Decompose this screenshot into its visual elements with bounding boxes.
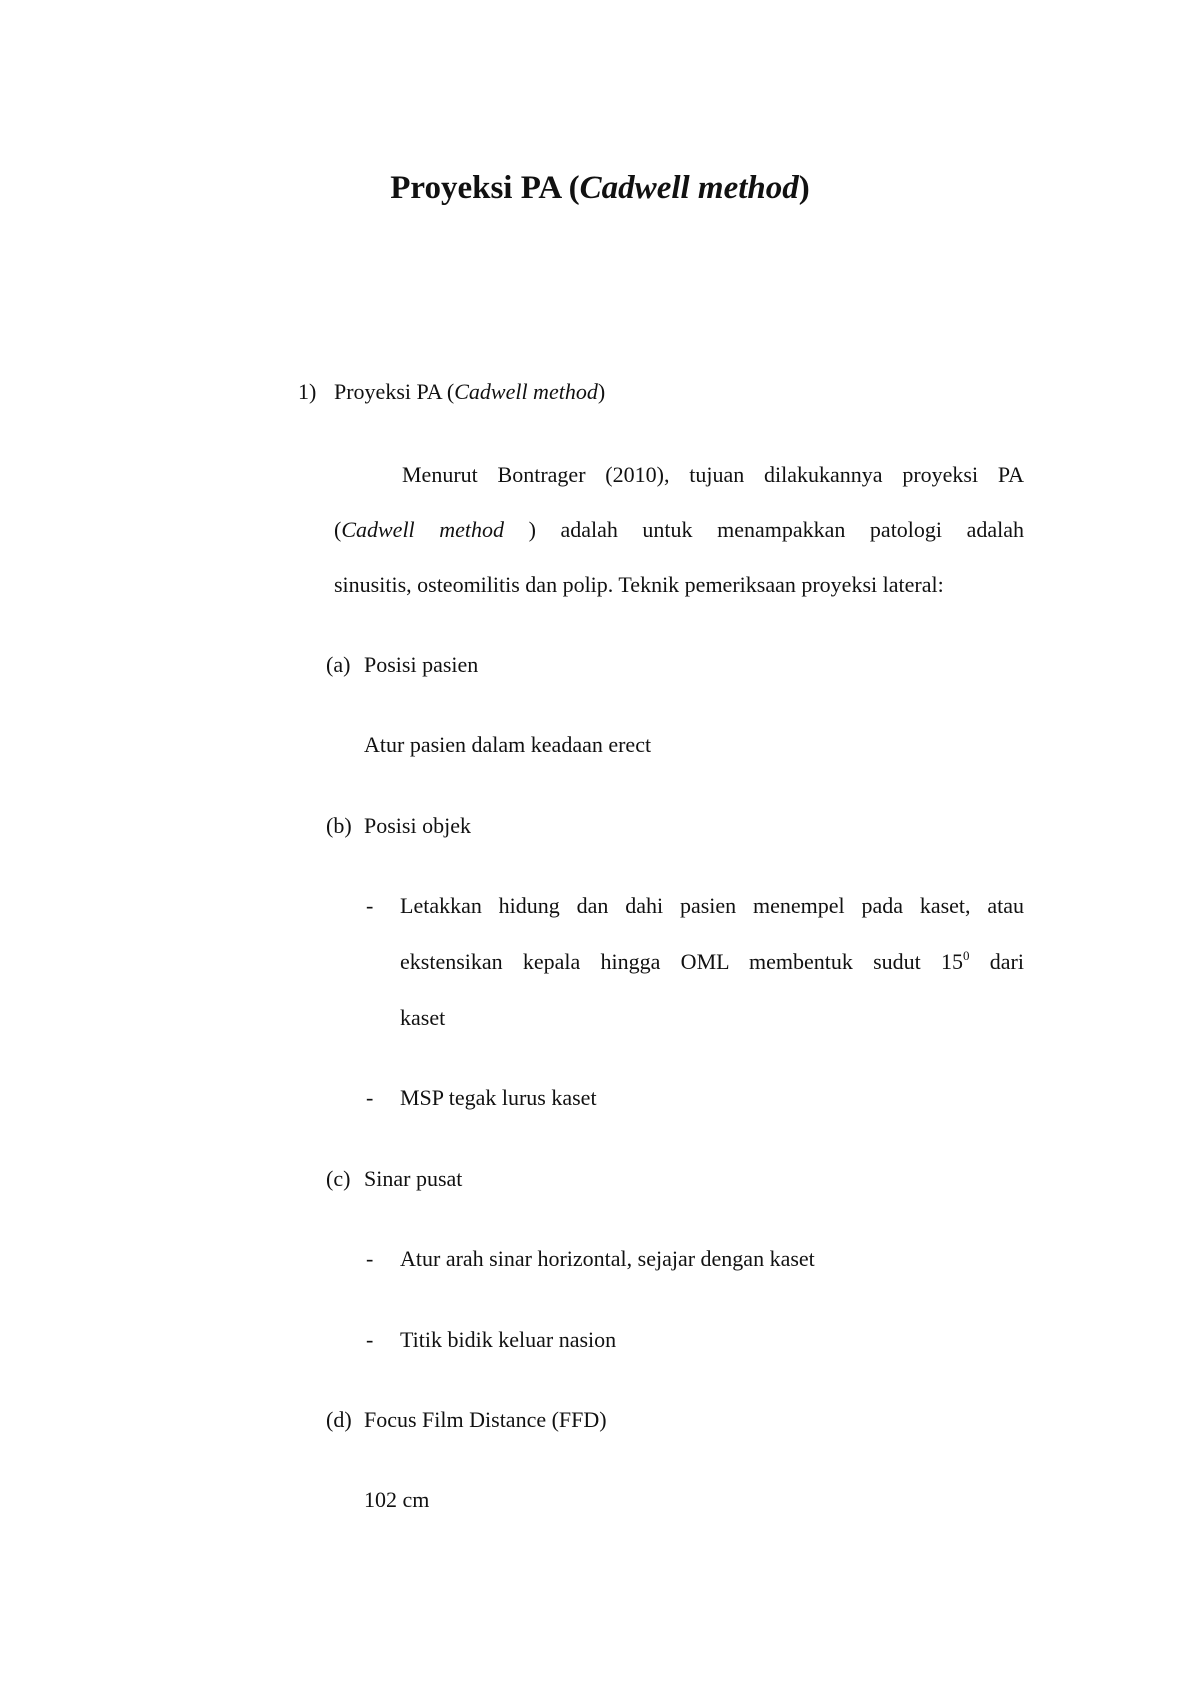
item-d-label: Focus Film Distance (FFD) (364, 1407, 607, 1432)
item-b-bullet-1-line-3: kaset (400, 1005, 446, 1030)
intro-line-2-italic: Cadwell method (341, 517, 504, 542)
intro-line-1: Menurut Bontrager (2010), tujuan dilakukannya proyeksi PA (402, 462, 1024, 487)
item-c-bullet-2-dash: - (366, 1327, 374, 1352)
title-text: Proyeksi PA ( (390, 170, 580, 206)
item-c-bullet-1-dash: - (366, 1246, 374, 1271)
section-heading-text: Proyeksi PA ( (334, 379, 455, 404)
item-b-bullet-1-line-2-text: ekstensikan kepala hingga OML membentuk sudut 15 (400, 949, 964, 974)
item-d-marker: (d) (326, 1407, 352, 1432)
section-heading (334, 377, 605, 407)
item-b-bullet-1-line-2-end: dari (969, 949, 1024, 974)
item-a-label: Posisi pasien (364, 652, 479, 677)
section-heading-italic: Cadwell method (454, 379, 598, 404)
title-italic: Cadwell method (579, 170, 799, 206)
item-c-bullet-2-text: Titik bidik keluar nasion (400, 1327, 617, 1352)
intro-line-2 (334, 515, 1024, 545)
page-title (0, 168, 1200, 208)
item-b-bullet-1-dash: - (366, 893, 374, 918)
title-suffix: ) (798, 170, 810, 206)
degree-superscript: 0 (963, 948, 970, 963)
item-a-marker: (a) (326, 652, 351, 677)
item-d-text: 102 cm (364, 1487, 430, 1512)
intro-line-2-open: ( (334, 517, 342, 542)
item-c-bullet-1-text: Atur arah sinar horizontal, sejajar dengan kaset (400, 1246, 815, 1271)
intro-line-2-rest: ) adalah untuk menampakkan patologi adalah (528, 517, 1024, 542)
section-heading-suffix: ) (597, 379, 606, 404)
item-b-marker: (b) (326, 813, 352, 838)
item-b-bullet-2-text: MSP tegak lurus kaset (400, 1085, 597, 1110)
item-c-label: Sinar pusat (364, 1166, 463, 1191)
item-b-bullet-1-line-1: Letakkan hidung dan dahi pasien menempel pada kaset, atau (400, 893, 1024, 918)
item-c-marker: (c) (326, 1166, 351, 1191)
section-number: 1) (298, 379, 317, 404)
item-a-text: Atur pasien dalam keadaan erect (364, 732, 652, 757)
item-b-bullet-1-line-2 (400, 947, 1024, 977)
item-b-label: Posisi objek (364, 813, 471, 838)
intro-line-3: sinusitis, osteomilitis dan polip. Teknik pemeriksaan proyeksi lateral: (334, 572, 944, 597)
item-b-bullet-2-dash: - (366, 1085, 374, 1110)
